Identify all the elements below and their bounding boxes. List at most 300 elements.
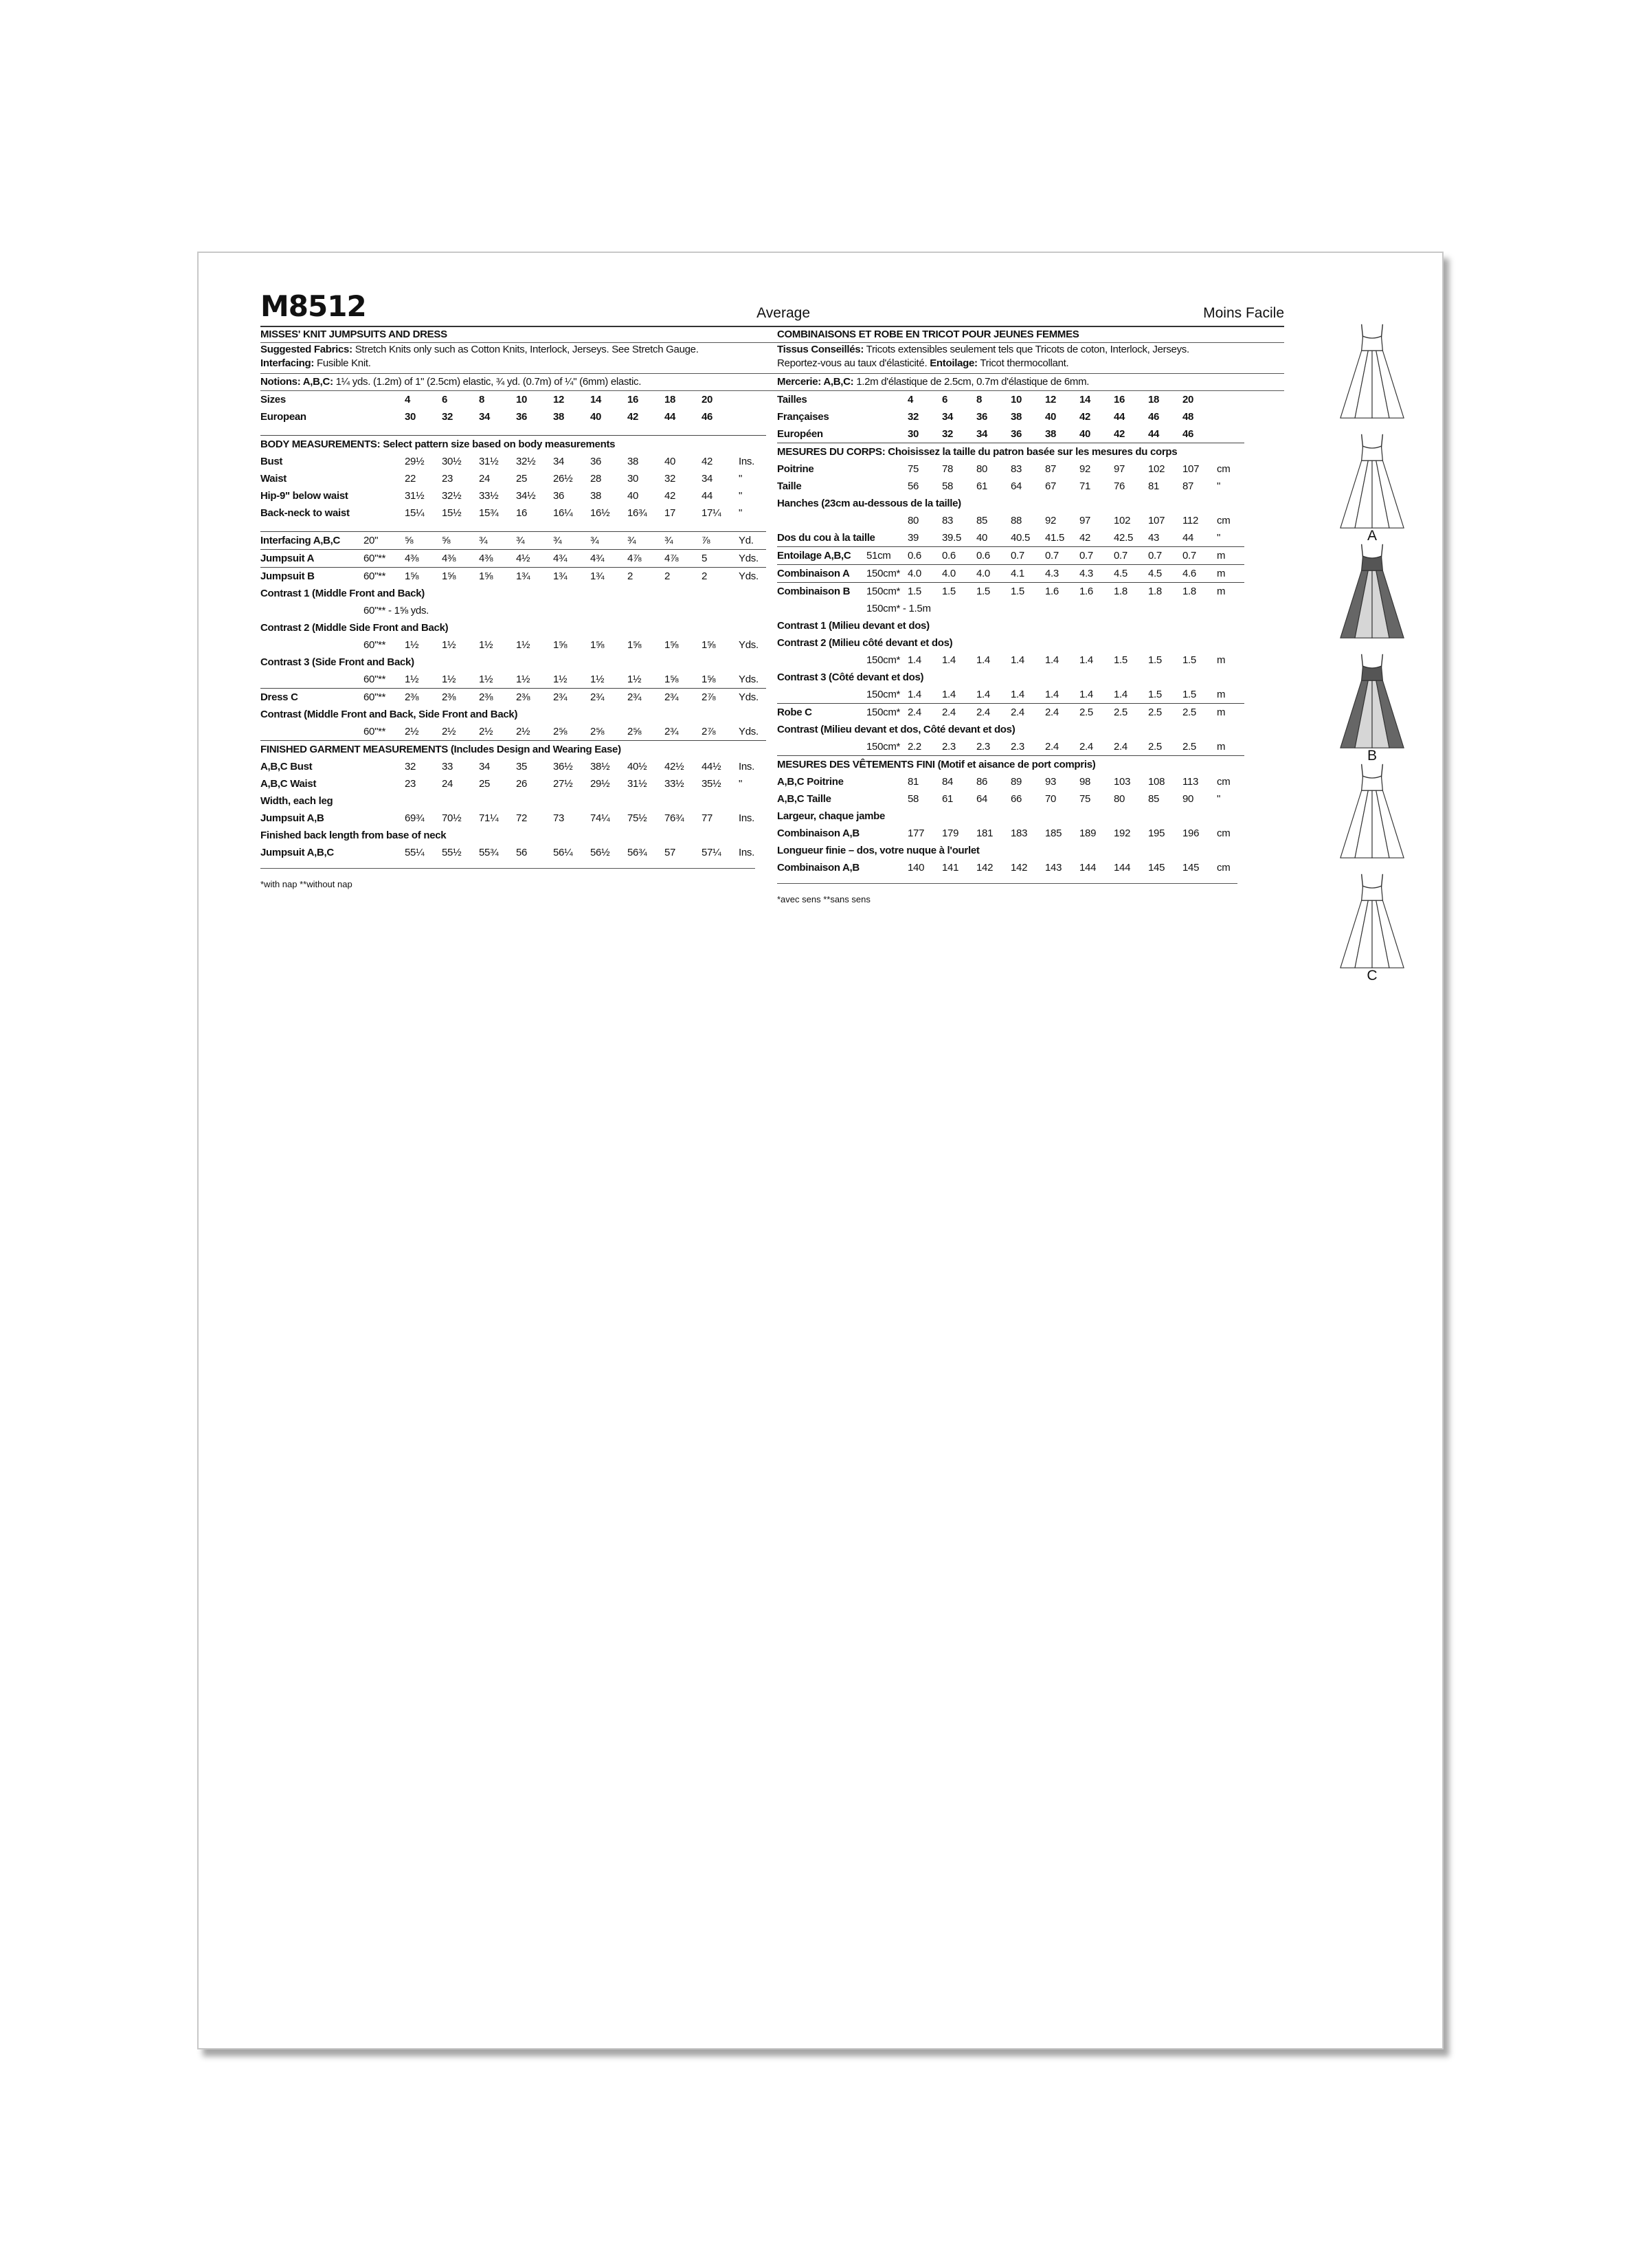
- size-value: 56¼: [553, 847, 573, 858]
- size-value: 56½: [590, 847, 610, 858]
- unit-label: m: [1217, 547, 1244, 565]
- unit-label: m: [1217, 704, 1244, 722]
- row-label: Contrast 3 (Side Front and Back): [260, 656, 414, 668]
- row-label: Contrast 2 (Milieu côté devant et dos): [777, 637, 953, 649]
- size-value: 4.0: [942, 565, 976, 583]
- size-value: 41.5: [1045, 532, 1064, 544]
- table-cell: [1217, 425, 1244, 443]
- size-value: 40½: [627, 761, 647, 772]
- size-value: 183: [1011, 827, 1028, 839]
- view-letter-label: A: [1367, 528, 1377, 544]
- table-row: [260, 585, 766, 602]
- size-value: 36: [1011, 428, 1022, 440]
- size-value: 1⅝: [405, 568, 442, 586]
- row-label: Poitrine: [777, 463, 814, 475]
- size-value: 1⅝: [627, 639, 642, 651]
- size-value: 57: [664, 847, 676, 858]
- size-value: 2.5: [1148, 704, 1182, 722]
- size-value: 85: [1148, 793, 1160, 805]
- size-value: 2⅞: [702, 726, 716, 737]
- size-value: 15½: [442, 507, 462, 519]
- unit-label: cm: [1217, 862, 1231, 874]
- size-value: 83: [1011, 463, 1022, 475]
- footnote-fr: *avec sens **sans sens: [777, 894, 871, 904]
- size-value: 185: [1045, 827, 1062, 839]
- fabric-width: 150cm*: [866, 704, 908, 722]
- size-value: 1.5: [1148, 654, 1162, 666]
- size-value: 1.4: [976, 654, 990, 666]
- size-value: 1½: [516, 639, 530, 651]
- size-value: 40.5: [1011, 532, 1030, 544]
- size-value: 1.4: [1045, 689, 1059, 700]
- size-value: 34: [553, 456, 565, 467]
- row-label: [260, 723, 363, 741]
- table-row: [777, 721, 1244, 738]
- row-label: Back-neck to waist: [260, 507, 350, 519]
- size-value: 44: [702, 490, 713, 502]
- view-letter-label: [1331, 421, 1413, 432]
- size-value: 61: [942, 793, 954, 805]
- size-value: 42½: [664, 761, 684, 772]
- fabric-width: 20": [363, 532, 405, 550]
- size-value: 33½: [479, 490, 499, 502]
- size-value: 18: [1148, 394, 1160, 405]
- size-value: 2⅜: [516, 689, 553, 707]
- size-value: 2.5: [1114, 704, 1148, 722]
- size-value: 1½: [516, 674, 530, 685]
- size-value: 38: [1011, 411, 1022, 423]
- table-row: [777, 842, 1244, 859]
- size-value: 64: [976, 793, 988, 805]
- row-label: Combinaison A,B: [777, 862, 860, 874]
- size-value: 2.3: [942, 741, 956, 753]
- row-label: Tailles: [777, 394, 807, 405]
- unit-label: Yds.: [739, 726, 759, 737]
- size-value: 78: [942, 463, 954, 475]
- size-value: 38: [553, 411, 565, 423]
- size-value: 42: [1114, 428, 1125, 440]
- size-value: 2.4: [1114, 741, 1128, 753]
- unit-label: Yd.: [739, 532, 766, 550]
- size-value: 1½: [627, 674, 642, 685]
- size-value: 144: [1079, 862, 1097, 874]
- size-value: 108: [1148, 776, 1165, 788]
- size-value: 112: [1182, 515, 1199, 526]
- size-value: 76¾: [664, 812, 684, 824]
- size-value: 8: [479, 394, 485, 405]
- table-row: [777, 859, 1244, 876]
- size-value: 2⅜: [405, 689, 442, 707]
- table-row: [260, 775, 766, 792]
- size-value: 38½: [590, 761, 610, 772]
- size-value: 80: [1114, 793, 1125, 805]
- size-value: 55½: [442, 847, 462, 858]
- size-value: 1.4: [908, 689, 921, 700]
- size-value: 140: [908, 862, 925, 874]
- size-value: 42: [1079, 411, 1091, 423]
- size-value: ⅝: [442, 532, 479, 550]
- size-value: 1.5: [1011, 583, 1045, 601]
- size-value: 46: [702, 411, 713, 423]
- size-value: 16: [516, 507, 528, 519]
- row-label: Dress C: [260, 689, 363, 707]
- fabrics-line-fr: Tissus Conseillés: Tricots extensibles seulement tels que Tricots de coton, Interlock, Jerseys.: [777, 344, 1189, 355]
- size-value: 24: [479, 473, 491, 485]
- row-label: [260, 636, 363, 654]
- size-value: 196: [1182, 827, 1200, 839]
- row-label: Hanches (23cm au-dessous de la taille): [777, 498, 961, 509]
- size-value: 0.7: [1182, 547, 1217, 565]
- size-value: 2¾: [664, 689, 702, 707]
- row-label: A,B,C Poitrine: [777, 776, 844, 788]
- size-value: 1⅝: [664, 674, 679, 685]
- garment-title: MISSES' KNIT JUMPSUITS AND DRESS: [260, 329, 447, 340]
- row-label: [777, 512, 908, 529]
- size-value: 20: [1182, 394, 1194, 405]
- row-label: Sizes: [260, 394, 286, 405]
- row-spacer: [260, 425, 766, 436]
- unit-label: Yds.: [739, 639, 759, 651]
- unit-label: Ins.: [739, 456, 754, 467]
- size-value: 72: [516, 812, 528, 824]
- unit-label: m: [1217, 654, 1226, 666]
- size-value: 2.4: [1045, 704, 1079, 722]
- size-value: 57¼: [702, 847, 721, 858]
- size-value: 1.4: [1079, 654, 1093, 666]
- view-letter-label: C: [1367, 968, 1378, 983]
- size-value: 32: [664, 473, 676, 485]
- size-value: 40: [590, 411, 602, 423]
- size-value: 29½: [405, 456, 425, 467]
- table-row: [260, 504, 766, 522]
- garment-view-illustration: [1331, 322, 1413, 421]
- table-row: [777, 600, 1244, 617]
- size-value: 80: [976, 463, 988, 475]
- garment-view-illustration: [1331, 652, 1413, 751]
- size-value: 189: [1079, 827, 1097, 839]
- size-value: 42: [702, 456, 713, 467]
- size-value: 2⅜: [479, 689, 516, 707]
- unit-label: cm: [1217, 515, 1231, 526]
- size-value: 26½: [553, 473, 573, 485]
- size-value: 1.6: [1079, 583, 1114, 601]
- garment-view-illustration: [1331, 761, 1413, 860]
- size-value: 2⅞: [702, 689, 739, 707]
- size-value: 14: [1079, 394, 1091, 405]
- section-header: MESURES DES VÊTEMENTS FINI (Motif et aisance de port compris): [777, 756, 1244, 774]
- size-value: 73: [553, 812, 565, 824]
- size-value: 27½: [553, 778, 573, 790]
- row-label: Bust: [260, 456, 283, 467]
- row-label: Hip-9" below waist: [260, 490, 348, 502]
- size-value: 87: [1045, 463, 1057, 475]
- table-row: [777, 652, 1244, 669]
- size-value: 20: [702, 394, 713, 405]
- size-value: 22: [405, 473, 416, 485]
- size-value: 8: [976, 394, 983, 405]
- spacer-cell: [260, 425, 766, 436]
- size-value: 2.4: [1011, 704, 1045, 722]
- unit-label: ": [739, 473, 743, 485]
- notions-line-fr: Mercerie: A,B,C: 1.2m d'élastique de 2.5cm, 0.7m d'élastique de 6mm.: [777, 376, 1090, 388]
- size-value: 181: [976, 827, 994, 839]
- size-value: 83: [942, 515, 954, 526]
- unit-label: ": [739, 490, 743, 502]
- size-value: 81: [1148, 480, 1160, 492]
- table-cell: [739, 391, 766, 408]
- unit-label: m: [1217, 565, 1244, 583]
- fabric-width: 60"**: [363, 639, 386, 651]
- size-value: 85: [976, 515, 988, 526]
- size-value: 67: [1045, 480, 1057, 492]
- table-row: [260, 844, 766, 861]
- size-value: 0.7: [1045, 547, 1079, 565]
- size-value: 2.3: [976, 741, 990, 753]
- section-header: BODY MEASUREMENTS: Select pattern size based on body measurements: [260, 436, 766, 454]
- table-row: [260, 550, 766, 568]
- size-value: 4.3: [1079, 565, 1114, 583]
- size-value: 2½: [405, 726, 419, 737]
- row-label: A,B,C Taille: [777, 793, 831, 805]
- size-value: ¾: [627, 532, 664, 550]
- table-row: [777, 808, 1244, 825]
- size-value: 4: [908, 394, 914, 405]
- size-value: 102: [1114, 515, 1131, 526]
- view-letter-label: [1331, 641, 1413, 652]
- size-value: 76: [1114, 480, 1125, 492]
- size-value: 16½: [590, 507, 610, 519]
- size-value: 2.5: [1079, 704, 1114, 722]
- size-value: 84: [942, 776, 954, 788]
- size-value: 30: [908, 428, 919, 440]
- table-row: [260, 487, 766, 504]
- table-row: [260, 810, 766, 827]
- size-value: 87: [1182, 480, 1194, 492]
- table-row: [777, 512, 1244, 529]
- size-value: 31½: [627, 778, 647, 790]
- size-value: 12: [553, 394, 565, 405]
- size-value: 36: [976, 411, 988, 423]
- size-value: 179: [942, 827, 959, 839]
- unit-label: ": [1217, 480, 1221, 492]
- size-value: 2.5: [1182, 704, 1217, 722]
- unit-label: Yds.: [739, 550, 766, 568]
- table-row: [777, 686, 1244, 704]
- size-value: 4⅞: [627, 550, 664, 568]
- garment-view-illustration: [1331, 542, 1413, 641]
- fabric-width: 60"**: [363, 726, 386, 737]
- size-value: 107: [1148, 515, 1165, 526]
- size-value: 97: [1114, 463, 1125, 475]
- unit-label: m: [1217, 689, 1226, 700]
- fabric-width: 150cm*: [866, 565, 908, 583]
- size-value: 4.5: [1148, 565, 1182, 583]
- size-value: 143: [1045, 862, 1062, 874]
- table-row: [777, 547, 1244, 565]
- size-value: 1.5: [1182, 689, 1196, 700]
- row-label: Interfacing A,B,C: [260, 532, 363, 550]
- size-value: 88: [1011, 515, 1022, 526]
- unit-label: ": [1217, 793, 1221, 805]
- row-label: Contrast 1 (Milieu devant et dos): [777, 620, 930, 632]
- unit-label: Ins.: [739, 761, 754, 772]
- size-value: 0.7: [1148, 547, 1182, 565]
- size-value: 1.4: [942, 689, 956, 700]
- row-label: A,B,C Waist: [260, 778, 317, 790]
- size-value: 2⅝: [553, 726, 568, 737]
- size-value: 14: [590, 394, 602, 405]
- size-value: 35½: [702, 778, 721, 790]
- garment-view-illustration: [1331, 871, 1413, 970]
- unit-label: Ins.: [739, 812, 754, 824]
- size-value: ¾: [664, 532, 702, 550]
- size-value: 46: [1182, 428, 1194, 440]
- size-value: 31½: [405, 490, 425, 502]
- size-value: 43: [1148, 532, 1160, 544]
- size-value: 71: [1079, 480, 1091, 492]
- size-value: 2¾: [590, 689, 627, 707]
- size-value: 113: [1182, 776, 1199, 788]
- size-value: ⅝: [405, 532, 442, 550]
- notions-line: Notions: A,B,C: 1¼ yds. (1.2m) of 1" (2.5cm) elastic, ¾ yd. (0.7m) of ¼" (6mm) elastic.: [260, 376, 642, 388]
- table-row: [260, 792, 766, 810]
- size-value: 1⅝: [664, 639, 679, 651]
- size-value: ¾: [516, 532, 553, 550]
- size-value: 4⅜: [442, 550, 479, 568]
- row-label: A,B,C Bust: [260, 761, 313, 772]
- size-value: 1.5: [908, 583, 942, 601]
- size-value: 1.5: [976, 583, 1011, 601]
- size-value: 30½: [442, 456, 462, 467]
- size-value: 4.1: [1011, 565, 1045, 583]
- size-value: ¾: [553, 532, 590, 550]
- size-value: 145: [1148, 862, 1165, 874]
- size-value: 1½: [442, 639, 456, 651]
- european-row: [777, 425, 1244, 443]
- size-value: 93: [1045, 776, 1057, 788]
- size-value: 1⅝: [442, 568, 479, 586]
- unit-label: ": [1217, 532, 1221, 544]
- size-value: 0.7: [1114, 547, 1148, 565]
- size-value: 4.3: [1045, 565, 1079, 583]
- size-value: 36½: [553, 761, 573, 772]
- size-value: 30: [627, 473, 639, 485]
- size-value: 6: [442, 394, 448, 405]
- row-label: [260, 602, 363, 619]
- size-value: 39.5: [942, 532, 961, 544]
- table-row: [260, 827, 766, 844]
- fabric-width: 60"** - 1⅝ yds.: [363, 605, 429, 616]
- size-value: 1.8: [1182, 583, 1217, 601]
- size-value: ¾: [590, 532, 627, 550]
- size-value: 31½: [479, 456, 499, 467]
- size-value: 1½: [479, 639, 493, 651]
- size-value: 40: [664, 456, 676, 467]
- table-row: [777, 478, 1244, 495]
- size-value: 177: [908, 827, 925, 839]
- size-value: 1½: [479, 674, 493, 685]
- size-value: 92: [1079, 463, 1091, 475]
- size-value: 16: [627, 394, 639, 405]
- table-row: [777, 773, 1244, 790]
- row-label: Contrast 3 (Côté devant et dos): [777, 671, 924, 683]
- size-value: 2⅜: [442, 689, 479, 707]
- size-value: 36: [590, 456, 602, 467]
- size-value: 32: [942, 428, 954, 440]
- size-value: 1½: [442, 674, 456, 685]
- sizes-row: [777, 391, 1244, 408]
- view-illustrations: [1323, 322, 1426, 981]
- size-value: 33½: [664, 778, 684, 790]
- size-value: 1¾: [590, 568, 627, 586]
- size-value: 142: [1011, 862, 1028, 874]
- size-value: 34½: [516, 490, 536, 502]
- section-header-row: [260, 436, 766, 454]
- fabrics-line: Suggested Fabrics: Stretch Knits only such as Cotton Knits, Interlock, Jerseys. See Stretch Gauge.: [260, 344, 699, 355]
- size-value: 35: [516, 761, 528, 772]
- size-value: 1⅝: [479, 568, 516, 586]
- size-value: 2: [627, 568, 664, 586]
- row-label: Contrast 2 (Middle Side Front and Back): [260, 622, 449, 634]
- size-value: 32: [442, 411, 453, 423]
- size-value: 2.4: [908, 704, 942, 722]
- size-value: 15¾: [479, 507, 499, 519]
- size-value: 25: [479, 778, 491, 790]
- size-value: 2¾: [553, 689, 590, 707]
- fabric-width: 60"**: [363, 674, 386, 685]
- size-value: 69¾: [405, 812, 425, 824]
- size-value: 2.3: [1011, 741, 1024, 753]
- size-value: 89: [1011, 776, 1022, 788]
- row-label: [777, 686, 866, 704]
- size-value: 38: [1045, 428, 1057, 440]
- row-label: European: [260, 411, 306, 423]
- size-value: 32½: [516, 456, 536, 467]
- size-value: 1.5: [942, 583, 976, 601]
- table-row: [260, 689, 766, 707]
- unit-label: cm: [1217, 827, 1231, 839]
- size-value: 86: [976, 776, 988, 788]
- table-row: [260, 654, 766, 671]
- table-row: [260, 619, 766, 636]
- size-value: 0.7: [1011, 547, 1045, 565]
- size-value: 39: [908, 532, 919, 544]
- table-row: [777, 617, 1244, 634]
- row-label: Robe C: [777, 704, 866, 722]
- size-value: 1.4: [1114, 689, 1128, 700]
- size-value: 1.6: [1045, 583, 1079, 601]
- size-value: 4.5: [1114, 565, 1148, 583]
- size-value: 42: [1079, 532, 1091, 544]
- size-value: 0.6: [942, 547, 976, 565]
- english-size-table: [260, 391, 766, 861]
- size-value: 1⅝: [702, 639, 716, 651]
- row-label: [777, 600, 866, 617]
- section-header-row: [777, 443, 1244, 461]
- row-label: Longueur finie – dos, votre nuque à l'ourlet: [777, 845, 980, 856]
- table-row: [777, 583, 1244, 601]
- size-value: 18: [664, 394, 676, 405]
- size-value: 2.4: [942, 704, 976, 722]
- fabric-width: 60"**: [363, 689, 405, 707]
- table-row: [260, 671, 766, 689]
- size-value: 1.4: [1045, 654, 1059, 666]
- size-value: 195: [1148, 827, 1165, 839]
- size-value: 4⅜: [405, 550, 442, 568]
- size-value: 75: [908, 463, 919, 475]
- size-value: 81: [908, 776, 919, 788]
- size-value: 61: [976, 480, 988, 492]
